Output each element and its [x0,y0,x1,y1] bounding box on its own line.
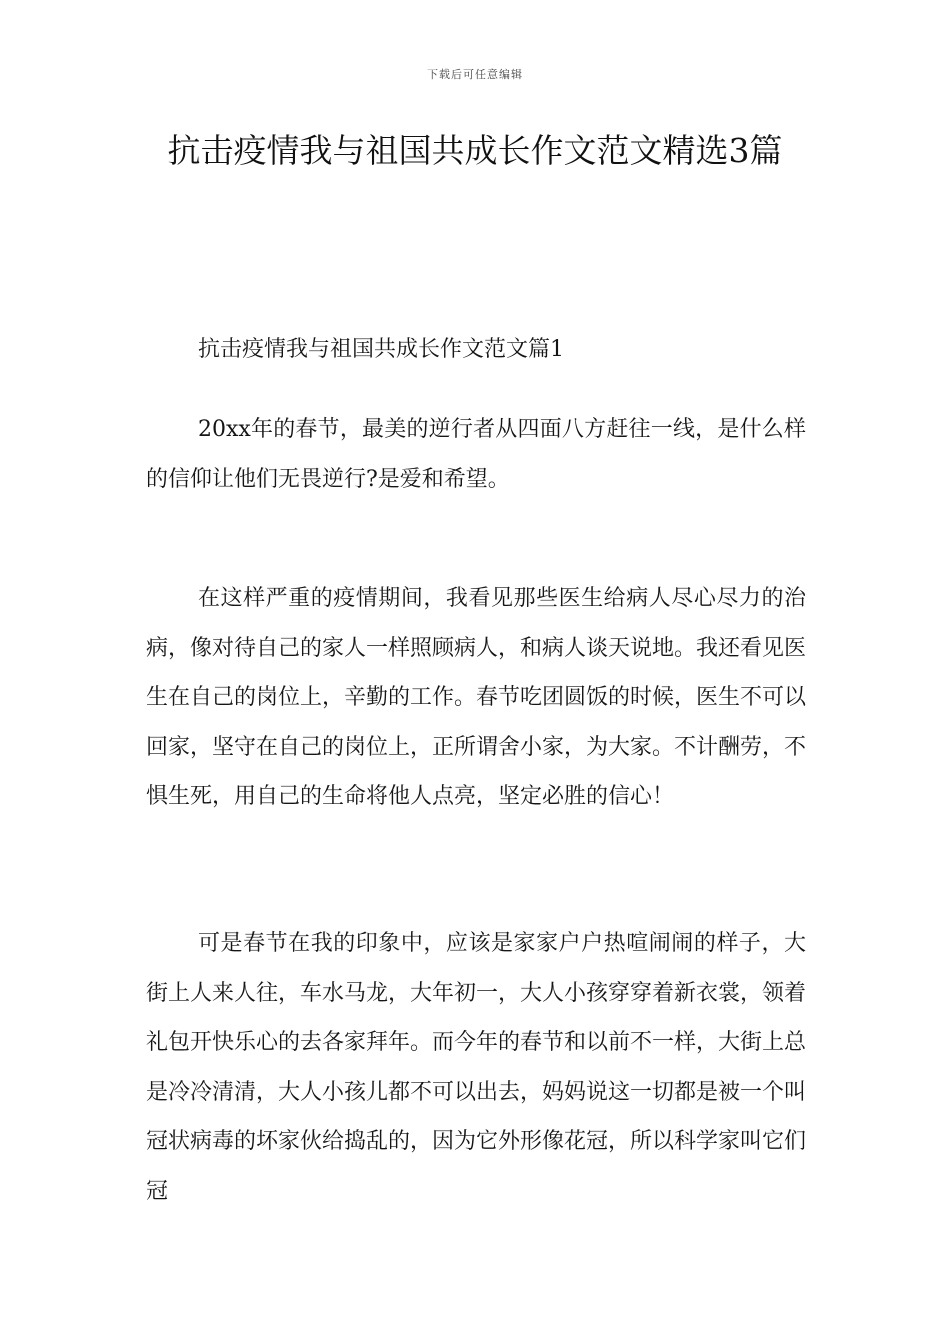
paragraph-1: 20xx年的春节，最美的逆行者从四面八方赶往一线，是什么样的信仰让他们无畏逆行?是爱和希望。 [146,417,806,492]
document-title: 抗击疫情我与祖国共成长作文范文精选3篇 [167,131,783,170]
header-note: 下载后可任意编辑 [427,68,523,81]
paragraph-2: 在这样严重的疫情期间，我看见那些医生给病人尽心尽力的治病，像对待自己的家人一样照顾病人，和病人谈天说地。我还看见医生在自己的岗位上，辛勤的工作。春节吃团圆饭的时候，医生不可以回家，坚守在自己的岗位上，正所谓舍小家，为大家。不计酬劳，不惧生死，用自己的生命将他人点亮，坚定必胜的信心！ [146,586,807,809]
paragraph-3: 可是春节在我的印象中，应该是家家户户热喧闹闹的样子，大街上人来人往，车水马龙，大年初一，大人小孩穿穿着新衣裳，领着礼包开快乐心的去各家拜年。而今年的春节和以前不一样，大街上总是冷冷清清，大人小孩儿都不可以出去，妈妈说这一切都是被一个叫冠状病毒的坏家伙给捣乱的，因为它外形像花冠，所以科学家叫它们冠 [146,931,807,1204]
section-heading: 抗击疫情我与祖国共成长作文范文篇1 [198,337,564,362]
